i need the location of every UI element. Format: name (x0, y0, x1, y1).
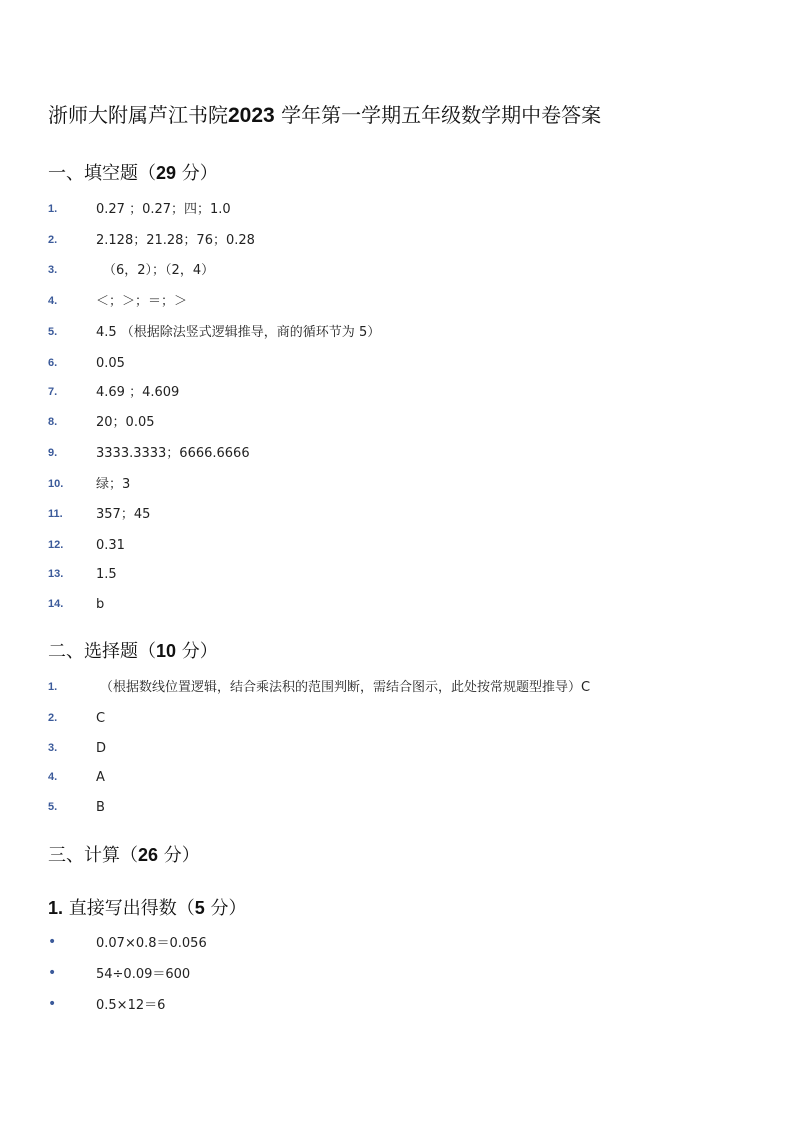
item-answer: b (96, 597, 105, 612)
list-item (0, 965, 793, 985)
item-number: 2. (48, 712, 58, 724)
item-answer: 1.5 (96, 567, 117, 582)
item-answer: 0.5×12＝6 (96, 998, 166, 1013)
item-answer: 0.27 ；0.27；四；1.0 (96, 202, 231, 217)
item-number: 6. (48, 357, 58, 369)
item-number: 3. (48, 264, 58, 276)
section-heading-fill-blank (48, 160, 218, 187)
sub-heading-suffix: 分） (204, 898, 247, 919)
bullet-icon: • (48, 965, 57, 981)
list-item (0, 292, 793, 312)
list-item (0, 505, 793, 525)
item-answer: B (96, 800, 105, 815)
section-label: 二、选择题（ (48, 641, 156, 662)
item-answer: 4.69 ；4.609 (96, 385, 180, 400)
item-answer: 0.31 (96, 538, 125, 553)
title-prefix: 浙师大附属芦江书院 (48, 103, 228, 127)
list-item (0, 709, 793, 729)
item-answer: 0.07×0.8＝0.056 (96, 936, 207, 951)
sub-heading-number: 1. (48, 898, 64, 918)
page-title (48, 100, 768, 131)
item-answer: D (96, 741, 107, 756)
sub-heading-label: 直接写出得数（ (63, 898, 195, 919)
title-suffix: 学年第一学期五年级数学期中卷答案 (274, 103, 602, 127)
section-label: 一、填空题（ (48, 163, 156, 184)
item-number: 14. (48, 598, 64, 610)
list-item (0, 444, 793, 464)
item-number: 8. (48, 416, 58, 428)
item-number: 4. (48, 771, 58, 783)
item-answer: （根据数线位置逻辑，结合乘法积的范围判断，需结合图示，此处按常规题型推导）C (100, 680, 591, 695)
item-answer: 2.128；21.28；76；0.28 (96, 233, 255, 248)
item-number: 10. (48, 478, 64, 490)
item-answer: （6，2）；（2，4） (103, 263, 215, 278)
list-item (0, 934, 793, 954)
item-number: 1. (48, 681, 58, 693)
item-number: 9. (48, 447, 58, 459)
list-item (0, 413, 793, 433)
section-label: 三、计算（ (48, 845, 138, 866)
section-points: 26 (138, 845, 159, 865)
title-year: 2023 (228, 104, 275, 127)
section-heading-multiple-choice (48, 638, 218, 665)
list-item (0, 996, 793, 1016)
item-number: 4. (48, 295, 58, 307)
sub-heading-points: 5 (194, 898, 205, 918)
section-suffix: 分） (176, 641, 218, 662)
bullet-icon: • (48, 934, 57, 950)
list-item (0, 798, 793, 818)
item-answer: ＜；＞；＝；＞ (96, 294, 188, 309)
section-points: 29 (156, 163, 177, 183)
list-item (0, 536, 793, 556)
list-item (0, 231, 793, 251)
item-answer: 54÷0.09＝600 (96, 967, 191, 982)
item-number: 3. (48, 742, 58, 754)
list-item (0, 383, 793, 403)
item-answer: 357；45 (96, 507, 151, 522)
item-number: 5. (48, 801, 58, 813)
list-item (0, 678, 793, 698)
item-number: 7. (48, 386, 58, 398)
item-answer: 20；0.05 (96, 415, 155, 430)
item-answer: 绿；3 (96, 477, 131, 492)
list-item (0, 323, 793, 343)
item-answer: A (96, 770, 105, 785)
list-item (0, 595, 793, 615)
list-item (0, 475, 793, 495)
section-points: 10 (156, 641, 177, 661)
section-heading-calculation (48, 842, 200, 869)
list-item (0, 354, 793, 374)
list-item (0, 200, 793, 220)
item-number: 13. (48, 568, 64, 580)
sub-heading-direct-answers (48, 895, 247, 922)
item-number: 5. (48, 326, 58, 338)
list-item (0, 565, 793, 585)
list-item (0, 261, 793, 281)
item-number: 2. (48, 234, 58, 246)
list-item (0, 739, 793, 759)
item-answer: 0.05 (96, 356, 125, 371)
item-answer: 4.5 （根据除法竖式逻辑推导，商的循环节为 5） (96, 325, 381, 340)
item-number: 11. (48, 508, 63, 520)
item-number: 1. (48, 203, 58, 215)
item-answer: C (96, 711, 106, 726)
section-suffix: 分） (158, 845, 200, 866)
item-answer: 3333.3333；6666.6666 (96, 446, 250, 461)
list-item (0, 768, 793, 788)
section-suffix: 分） (176, 163, 218, 184)
item-number: 12. (48, 539, 64, 551)
bullet-icon: • (48, 996, 57, 1012)
